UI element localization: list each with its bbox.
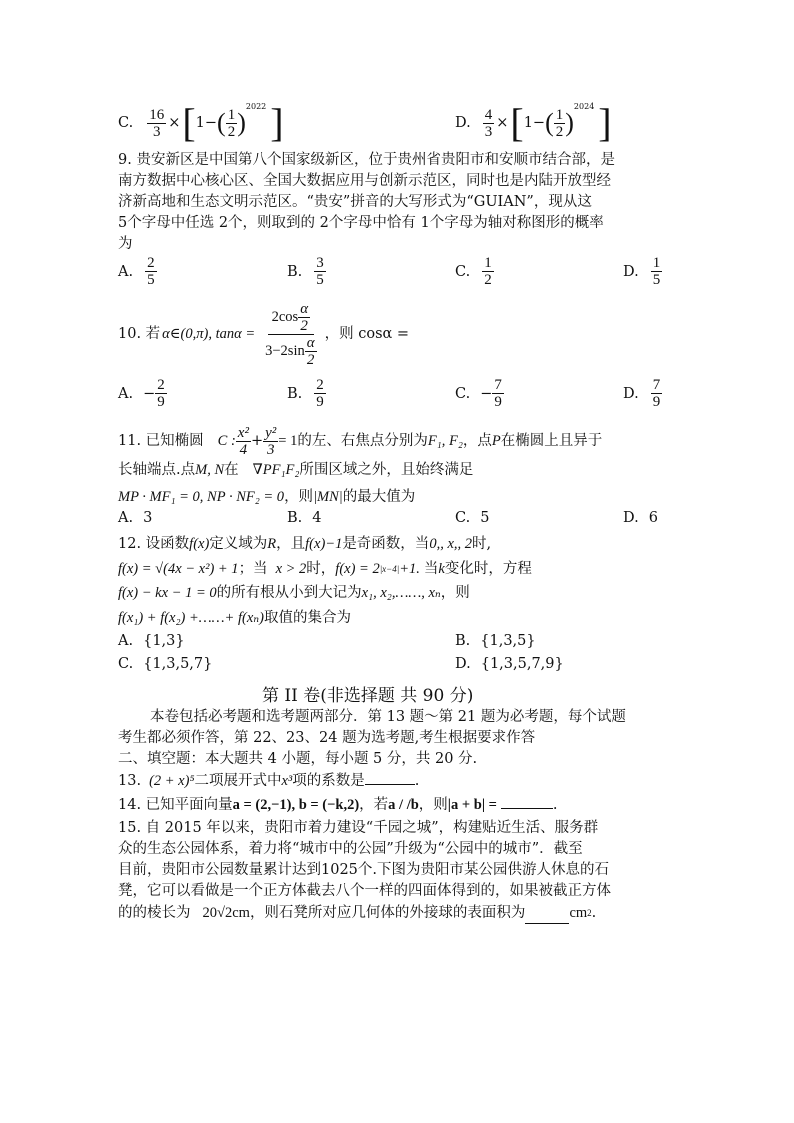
q10-stem: 10. 若 α∈(0,π), tanα = 2cos $\frac{\alpha}{2}$ 3−2sin $\frac{\alpha}{2}$ ，则 cosα =	[118, 300, 410, 368]
q11-option-d: D. 6	[623, 510, 658, 526]
section-2-intro-2: 考生都必须作答，第 22、23、24 题为选考题,考生根据要求作答	[118, 730, 536, 746]
q9-option-b: B. $\frac{3}{5}$	[287, 255, 324, 288]
q10-option-c: C. − $\frac{7}{9}$	[455, 377, 502, 410]
q12-option-b: B. {1,3,5}	[455, 633, 536, 649]
q10-option-d: D. $\frac{7}{9}$	[623, 377, 661, 410]
q8-option-c: C. $\frac{16}{3}$ × [ 1− ( $\frac{1}{2}$ ) 2022 ]	[118, 100, 284, 145]
q15-line-1: 15. 自 2015 年以来，贵阳市着力建设“千园之城”，构建贴近生活、服务群	[118, 820, 599, 836]
q9-line-2: 南方数据中心核心区、全国大数据应用与创新示范区，同时也是内陆开放型经	[118, 173, 611, 189]
q15-line-4: 凳，它可以看做是一个正方体截去八个一样的四面体得到的，如果被截正方体	[118, 883, 611, 899]
q11-line-3: MP · MF₁ = 0, NP · NF₂ = 0 ，则 |MN| 的最大值为	[118, 489, 416, 505]
q9-line-5: 为	[118, 236, 133, 252]
q8-d-coef: $\frac{4}{3}$	[484, 106, 493, 140]
part-2-heading: 二、填空题：本大题共 4 小题，每小题 5 分，共 20 分.	[118, 751, 478, 767]
q9-option-c: C. $\frac{1}{2}$	[455, 255, 492, 288]
q12-option-a: A. {1,3}	[118, 633, 185, 649]
q14: 14. 已知平面向量 a = (2,−1), b = (−k,2) ，若 a / /b ，则 |a + b| = .	[118, 794, 558, 816]
q8-c-coef: $\frac{16}{3}$	[149, 106, 165, 140]
q15-line-5: 的的棱长为 20√2cm ，则石凳所对应几何体的外接球的表面积为 cm 2 .	[118, 902, 596, 924]
q11-option-a: A. 3	[118, 510, 153, 526]
q10-fraction: 2cos $\frac{\alpha}{2}$ 3−2sin $\frac{\alpha}{2}$	[265, 300, 315, 368]
q14-answer-blank[interactable]	[501, 794, 553, 809]
q8-option-d: D. $\frac{4}{3}$ × [ 1− ( $\frac{1}{2}$ ) 2024 ]	[455, 100, 612, 145]
q13-answer-blank[interactable]	[365, 770, 415, 785]
section-2-title: 第 II 卷(非选择题 共 90 分)	[262, 686, 474, 706]
q9-line-4: 5个字母中任选 2个，则取到的 2个字母中恰有 1个字母为轴对称图形的概率	[118, 215, 604, 231]
q9-line-1: 9. 贵安新区是中国第八个国家级新区，位于贵州省贵阳市和安顺市结合部，是	[118, 152, 615, 168]
q12-line-3: f(x) − kx − 1 = 0 的所有根从小到大记为 x₁, x₂,……, xₙ ，则	[118, 585, 470, 601]
q8-c-exponent: 2022	[245, 102, 267, 111]
q11-line-1: 11. 已知椭圆 C : $\frac{\text{x²}}{4}$ + $\frac{\text{y²}}{3}$ = 1 的左、右焦点分别为 F₁, F₂ ，点 P 在椭圆上且异于	[118, 424, 603, 458]
q13: 13. (2 + x)⁵ 二项展开式中 x³ 项的系数是 .	[118, 770, 419, 792]
q12-line-1: 12. 设函数 f(x) 定义域为 R ，且 f(x)−1 是奇函数，当 0,, x,, 2 时,	[118, 536, 492, 552]
q9-option-a: A. $\frac{2}{5}$	[118, 255, 155, 288]
q11-line-2: 长轴端点.点 M, N 在 ∇PF₁F₂ 所围区域之外，且始终满足	[118, 462, 474, 478]
q15-line-3: 目前，贵阳市公园数量累计达到1025个.下图为贵阳市某公园供游人休息的石	[118, 862, 610, 878]
q8-d-label: D.	[455, 115, 471, 131]
q12-option-d: D. {1,3,5,7,9}	[455, 656, 564, 672]
q8-c-label: C.	[118, 115, 134, 131]
q9-line-3: 济新高地和生态文明示范区。“贵安”拼音的大写形式为“GUIAN”，现从这	[118, 194, 592, 210]
q15-answer-blank[interactable]	[525, 909, 569, 924]
section-2-intro-1: 本卷包括必考题和选考题两部分．第 13 题～第 21 题为必考题，每个试题	[150, 709, 626, 725]
q12-option-c: C. {1,3,5,7}	[118, 656, 213, 672]
q8-d-exponent: 2024	[573, 102, 595, 111]
q9-option-d: D. $\frac{1}{5}$	[623, 255, 661, 288]
q10-option-a: A. − $\frac{2}{9}$	[118, 377, 165, 410]
q11-option-b: B. 4	[287, 510, 322, 526]
q12-line-2: f(x) = √(4x − x²) + 1 ；当 x > 2 时， f(x) = 2 |x−4| +1. 当 k 变化时，方程	[118, 561, 532, 577]
q11-option-c: C. 5	[455, 510, 490, 526]
q10-option-b: B. $\frac{2}{9}$	[287, 377, 324, 410]
q15-line-2: 众的生态公园体系，着力将“城市中的公园”升级为“公园中的城市”．截至	[118, 841, 583, 857]
q12-line-4: f(x₁) + f(x₂) +……+ f(xₙ) 取值的集合为	[118, 610, 351, 626]
